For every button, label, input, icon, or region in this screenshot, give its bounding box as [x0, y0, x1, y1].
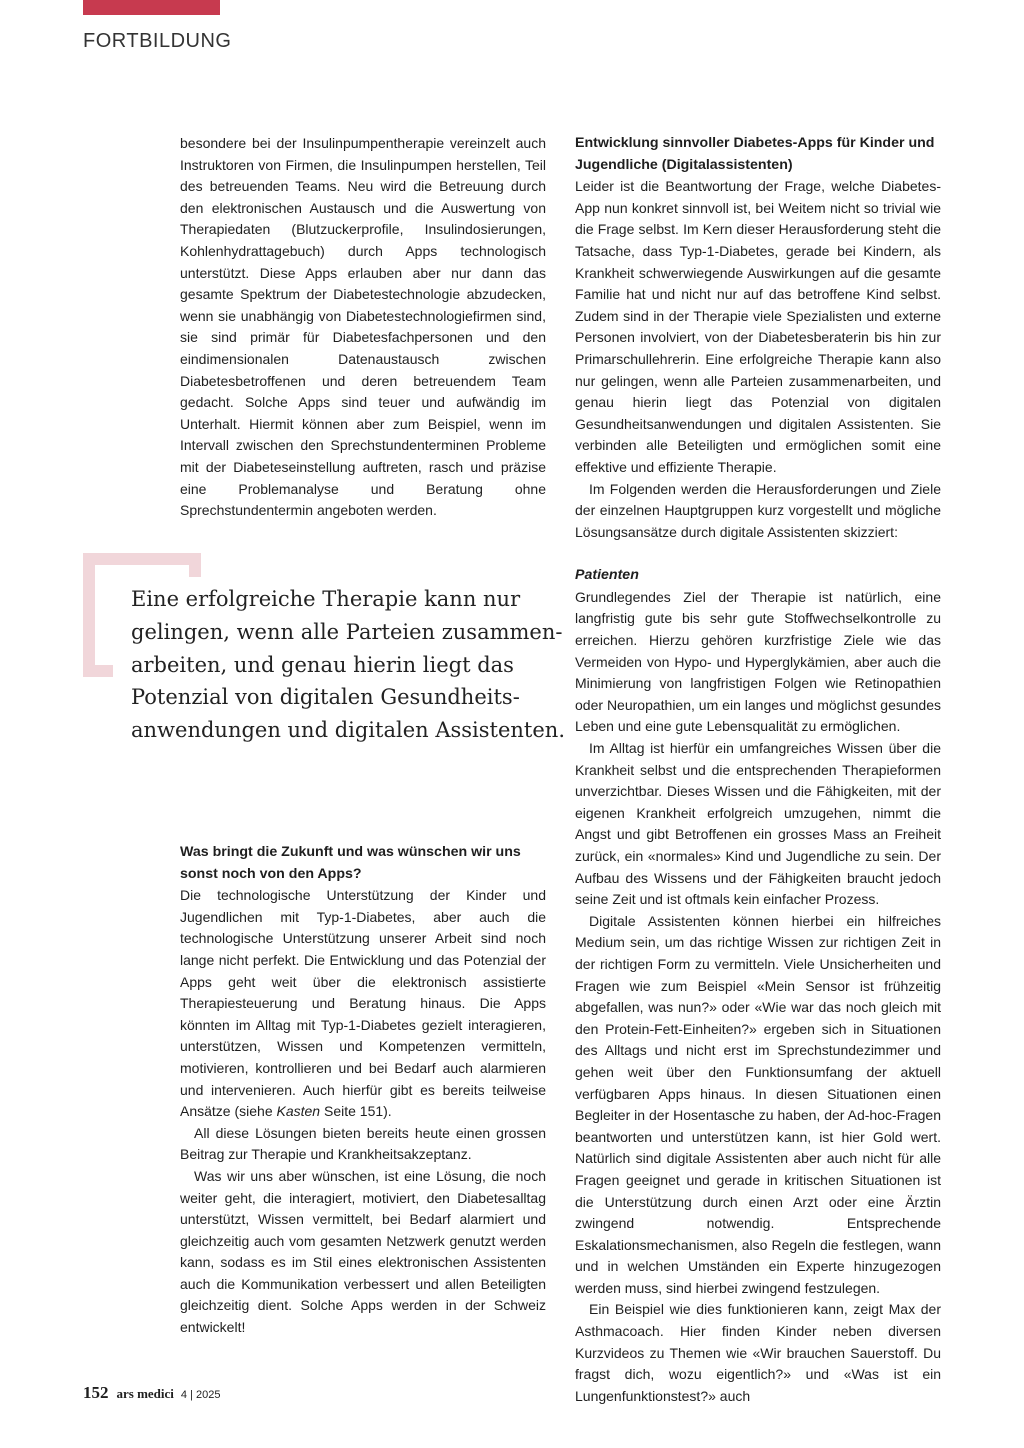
paragraph: Grundlegendes Ziel der Therapie ist natürlich, eine langfristig gute bis sehr gute Stoffwechselkontrolle zu erreichen. Hierzu gehören kurzfristige Ziele wie das Vermeiden von Hypo- und Hyperglykämien, aber auch die Minimierung von langfristigen Folgen wie Retinopathien oder Neuropathien, um ein langes und möglichst gesundes Leben und eine gute Lebensqualität zu ermöglichen. — [575, 588, 941, 735]
section-heading: Entwicklung sinnvoller Diabetes-Apps für Kinder und Jugendliche (Digitalassistenten) — [575, 135, 935, 173]
page-footer — [83, 1383, 220, 1403]
right-column — [575, 133, 941, 1407]
page-number: 152 — [83, 1383, 109, 1402]
accent-bar — [83, 0, 220, 15]
paragraph: All diese Lösungen bieten bereits heute einen grossen Beitrag zur Therapie und Krankheitsakzeptanz. — [180, 1124, 546, 1163]
section-heading: Was bringt die Zukunft und was wünschen wir uns sonst noch von den Apps? — [180, 844, 521, 882]
subheading: Patienten — [575, 567, 639, 584]
pull-quote-line: arbeiten, und genau hierin liegt das — [131, 652, 514, 677]
paragraph: Im Alltag ist hierfür ein umfangreiches Wissen über die Krankheit selbst und die entsprechenden Therapieformen unverzichtbar. Dieses Wissen und die Fähigkeiten, mit der eigenen Krankheit erfolgreich umzugehen, nimmt die Angst und gibt Betroffenen ein grosses Mass an Freiheit zurück, ein «normales» Kind und Jugendliche zu sein. Der Aufbau des Wissens und der Fähigkeiten braucht jedoch seine Zeit und ist oftmals kein einfacher Prozess. — [575, 740, 941, 908]
left-column-bottom — [180, 842, 546, 1339]
issue-label: 4 | 2025 — [180, 1389, 221, 1401]
pull-quote-line: gelingen, wenn alle Parteien zusammen- — [131, 619, 563, 644]
pull-quote — [131, 583, 565, 747]
left-column-top — [180, 133, 546, 522]
paragraph: Was wir uns aber wünschen, ist eine Lösung, die noch weiter geht, die interagiert, motiviert, den Diabetesalltag unterstützt, Wissen vermittelt, bei Bedarf alarmiert und gleichzeitig auch vom gesamten Netzwerk genutzt werden kann, sodass es im Stil eines elektronischen Assistenten auch die Kommunikation verbessert und allen Beteiligten gleichzeitig dient. Solche Apps werden in der Schweiz entwickelt! — [180, 1167, 546, 1336]
section-label: FORTBILDUNG — [83, 30, 232, 52]
pull-quote-line: Eine erfolgreiche Therapie kann nur — [131, 587, 521, 611]
paragraph: besondere bei der Insulinpumpentherapie vereinzelt auch Instruktoren von Firmen, die Insulinpumpen herstellen, Teil des betreuenden Teams. Neu wird die Betreuung durch den elektronischen Austausch und die Auswertung von Therapiedaten (Blutzuckerprofile, Insulindosierungen, Kohlenhydrattagebuch) durch Apps technologisch unterstützt. Diese Apps erlauben aber nur dann das gesamte Spektrum der Diabetestechnologie abzudecken, wenn sie unabhängig von Diabetestechnologiefirmen sind, sie sind primär für Diabetesfachpersonen und den eindimensionalen Datenaustausch zwischen Diabetesbetroffenen und deren betreuendem Team gedacht. Solche Apps sind teuer und aufwändig im Unterhalt. Hiermit können aber zum Beispiel, wenn im Intervall zwischen den Sprechstundenterminen Probleme mit der Diabeteseinstellung auftreten, rasch und präzise eine Problemanalyse und Beratung ohne Sprechstundentermin angeboten werden. — [180, 135, 546, 519]
paragraph: Ein Beispiel wie dies funktionieren kann, zeigt Max der Asthmacoach. Hier finden Kinder neben diversen Kurzvideos zu Themen wie «Wir brauchen Sauerstoff. Du fragst dich, wozu eigentlich?» und «Was ist ein Lungenfunktionstest?» auch — [575, 1301, 941, 1404]
pull-quote-line: anwendungen und digitalen Assistenten. — [131, 718, 565, 743]
paragraph: Die technologische Unterstützung der Kinder und Jugendlichen mit Typ-1-Diabetes, aber auch die technologische Unterstützung unserer Arbeit sind noch lange nicht perfekt. Die Entwicklung und das Potenzial der Apps geht weit über die elektronisch assistierte Therapiesteuerung und Beratung hinaus. Die Apps könnten im Alltag mit Typ-1-Diabetes gezielt interagieren, unterstützen, Wissen und Kompetenzen vermitteln, motivieren, kontrollieren und bei Bedarf auch alarmieren und intervenieren. Auch hierfür gibt es bereits teilweise Ansätze (siehe Kasten Seite 151). — [180, 887, 546, 1120]
journal-name: ars medici — [116, 1386, 174, 1401]
paragraph: Digitale Assistenten können hierbei ein hilfreiches Medium sein, um das richtige Wissen zur richtigen Zeit in der richtigen Form zu vermitteln. Viele Unsicherheiten und Fragen wie zum Beispiel «Mein Sensor ist frühzeitig abgefallen, was nun?» oder «Wie war das noch gleich mit den Protein-Fett-Einheiten?» ergeben sich in Situationen des Alltags und nicht erst im Sprechstundezimmer und gehen weit über den Funktionsumfang der aktuell verfügbaren Apps hinaus. In diesen Situationen einen Begleiter in der Hosentasche zu haben, der Ad-hoc-Fragen beantworten und unterstützen kann, ist hier Gold wert. Natürlich sind digitale Assistenten aber auch nicht für alle Fragen geeignet und gerade in kritischen Situationen ist die Unterstützung durch einen Arzt oder eine Ärztin zwingend notwendig. Entsprechende Eskalationsmechanismen, also Regeln die festlegen, wann und in welchen Umständen ein Experte hinzugezogen werden muss, sind hierbei zwingend festzulegen. — [575, 912, 941, 1296]
pull-quote-line: Potenzial von digitalen Gesundheits- — [131, 685, 520, 710]
paragraph: Leider ist die Beantwortung der Frage, welche Diabetes-App nun konkret sinnvoll ist, bei Weitem nicht so trivial wie die Frage selbst. Im Kern dieser Herausforderung steht die Tatsache, dass Typ-1-Diabetes, gerade bei Kindern, als Krankheit schwerwiegende Auswirkungen auf die gesamte Familie hat und nicht nur auf das betroffene Kind selbst. Zudem sind in der Therapie viele Spezialisten und externe Personen involviert, von der Diabetesberaterin bis hin zur Primarschullehrerin. Eine erfolgreiche Therapie kann also nur gelingen, wenn alle Parteien zusammenarbeiten, und genau hierin liegt das Potenzial von digitalen Gesundheitsanwendungen und digitalen Assistenten. Sie verbinden alle Beteiligten und ermöglichen somit eine effektive und effiziente Therapie. — [575, 178, 941, 475]
paragraph: Im Folgenden werden die Herausforderungen und Ziele der einzelnen Hauptgruppen kurz vorgestellt und mögliche Lösungsansätze durch digitale Assistenten skizziert: — [575, 480, 941, 540]
